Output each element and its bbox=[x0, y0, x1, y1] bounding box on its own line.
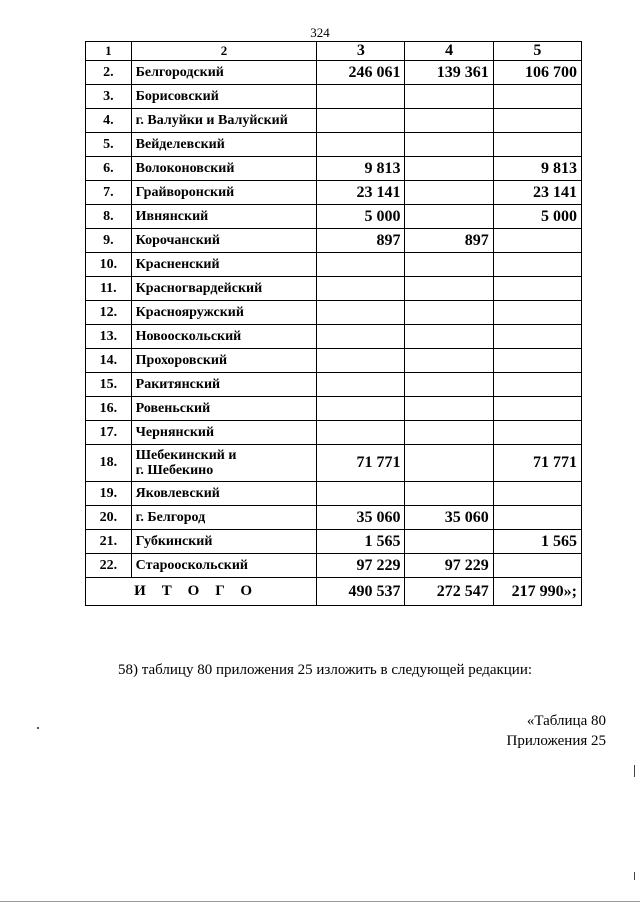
row-number: 7. bbox=[86, 181, 132, 205]
value-col-4 bbox=[405, 445, 493, 482]
value-col-5 bbox=[493, 554, 581, 578]
value-col-3: 23 141 bbox=[317, 181, 405, 205]
district-name: Ровеньский bbox=[131, 397, 317, 421]
row-number: 18. bbox=[86, 445, 132, 482]
row-number: 21. bbox=[86, 530, 132, 554]
header-row bbox=[86, 42, 582, 61]
table-row bbox=[86, 205, 582, 229]
district-name: Яковлевский bbox=[131, 482, 317, 506]
district-name: Вейделевский bbox=[131, 133, 317, 157]
value-col-5 bbox=[493, 482, 581, 506]
district-name: Грайворонский bbox=[131, 181, 317, 205]
table-row bbox=[86, 253, 582, 277]
total-row bbox=[86, 578, 582, 606]
table-row bbox=[86, 554, 582, 578]
value-col-3: 246 061 bbox=[317, 61, 405, 85]
table-row bbox=[86, 373, 582, 397]
row-number: 19. bbox=[86, 482, 132, 506]
value-col-4 bbox=[405, 85, 493, 109]
value-col-4 bbox=[405, 133, 493, 157]
value-col-5 bbox=[493, 421, 581, 445]
value-col-5 bbox=[493, 349, 581, 373]
row-number: 17. bbox=[86, 421, 132, 445]
page-number: 324 bbox=[310, 25, 330, 40]
scan-edge-mark bbox=[634, 765, 635, 777]
budget-table bbox=[85, 41, 582, 606]
table-row bbox=[86, 325, 582, 349]
row-number: 11. bbox=[86, 277, 132, 301]
value-col-5 bbox=[493, 277, 581, 301]
row-number: 3. bbox=[86, 85, 132, 109]
value-col-5 bbox=[493, 109, 581, 133]
row-number: 6. bbox=[86, 157, 132, 181]
value-col-5 bbox=[493, 253, 581, 277]
value-col-5 bbox=[493, 325, 581, 349]
value-col-4 bbox=[405, 325, 493, 349]
value-col-5: 9 813 bbox=[493, 157, 581, 181]
value-col-4 bbox=[405, 157, 493, 181]
table-row bbox=[86, 301, 582, 325]
table-row bbox=[86, 349, 582, 373]
value-col-3: 897 bbox=[317, 229, 405, 253]
scan-edge-mark bbox=[634, 872, 635, 880]
row-number: 5. bbox=[86, 133, 132, 157]
value-col-3 bbox=[317, 482, 405, 506]
value-col-5 bbox=[493, 397, 581, 421]
table-row bbox=[86, 85, 582, 109]
value-col-5: 23 141 bbox=[493, 181, 581, 205]
table-row bbox=[86, 133, 582, 157]
table-row bbox=[86, 109, 582, 133]
value-col-5 bbox=[493, 301, 581, 325]
value-col-5: 5 000 bbox=[493, 205, 581, 229]
value-col-5 bbox=[493, 373, 581, 397]
total-col-4: 272 547 bbox=[405, 578, 493, 606]
district-name: Шебекинский и г. Шебекино bbox=[131, 445, 317, 482]
row-number: 2. bbox=[86, 61, 132, 85]
district-name: Ракитянский bbox=[131, 373, 317, 397]
row-number: 14. bbox=[86, 349, 132, 373]
value-col-4 bbox=[405, 349, 493, 373]
value-col-3: 71 771 bbox=[317, 445, 405, 482]
table-row bbox=[86, 397, 582, 421]
district-name: Новооскольский bbox=[131, 325, 317, 349]
value-col-3 bbox=[317, 253, 405, 277]
district-name: г. Валуйки и Валуйский bbox=[131, 109, 317, 133]
value-col-3 bbox=[317, 133, 405, 157]
value-col-5: 71 771 bbox=[493, 445, 581, 482]
row-number: 12. bbox=[86, 301, 132, 325]
value-col-4 bbox=[405, 397, 493, 421]
table-row bbox=[86, 421, 582, 445]
value-col-3: 9 813 bbox=[317, 157, 405, 181]
value-col-3 bbox=[317, 85, 405, 109]
row-number: 4. bbox=[86, 109, 132, 133]
value-col-4: 139 361 bbox=[405, 61, 493, 85]
table-body bbox=[86, 61, 582, 606]
row-number: 8. bbox=[86, 205, 132, 229]
value-col-3 bbox=[317, 109, 405, 133]
value-col-3 bbox=[317, 301, 405, 325]
value-col-4 bbox=[405, 109, 493, 133]
value-col-3: 5 000 bbox=[317, 205, 405, 229]
table-caption bbox=[507, 711, 607, 751]
value-col-3 bbox=[317, 421, 405, 445]
value-col-3 bbox=[317, 349, 405, 373]
district-name: Чернянский bbox=[131, 421, 317, 445]
value-col-5 bbox=[493, 85, 581, 109]
table-row bbox=[86, 482, 582, 506]
total-label: ИТОГО bbox=[86, 578, 317, 606]
table-row bbox=[86, 277, 582, 301]
value-col-5 bbox=[493, 229, 581, 253]
district-name: Корочанский bbox=[131, 229, 317, 253]
table-row bbox=[86, 229, 582, 253]
value-col-3: 1 565 bbox=[317, 530, 405, 554]
table-row bbox=[86, 181, 582, 205]
table-row bbox=[86, 445, 582, 482]
row-number: 9. bbox=[86, 229, 132, 253]
value-col-5 bbox=[493, 133, 581, 157]
value-col-5: 106 700 bbox=[493, 61, 581, 85]
value-col-4: 97 229 bbox=[405, 554, 493, 578]
scan-speck bbox=[37, 727, 39, 729]
table-row bbox=[86, 157, 582, 181]
row-number: 22. bbox=[86, 554, 132, 578]
district-name: Ивнянский bbox=[131, 205, 317, 229]
district-name: Краснояружский bbox=[131, 301, 317, 325]
value-col-4 bbox=[405, 373, 493, 397]
table-row bbox=[86, 530, 582, 554]
header-col-2: 2 bbox=[131, 42, 317, 61]
value-col-3 bbox=[317, 397, 405, 421]
value-col-5 bbox=[493, 506, 581, 530]
value-col-3 bbox=[317, 373, 405, 397]
value-col-4: 35 060 bbox=[405, 506, 493, 530]
district-name: Волоконовский bbox=[131, 157, 317, 181]
value-col-4 bbox=[405, 482, 493, 506]
district-name: Красногвардейский bbox=[131, 277, 317, 301]
row-number: 13. bbox=[86, 325, 132, 349]
page-bottom-edge bbox=[0, 901, 640, 902]
value-col-5: 1 565 bbox=[493, 530, 581, 554]
amendment-paragraph: 58) таблицу 80 приложения 25 изложить в следующей редакции: bbox=[118, 662, 533, 678]
district-name: Старооскольский bbox=[131, 554, 317, 578]
caption-table-number: «Таблица 80 bbox=[526, 713, 606, 729]
district-name: Губкинский bbox=[131, 530, 317, 554]
district-name: Борисовский bbox=[131, 85, 317, 109]
header-col-4: 4 bbox=[405, 42, 493, 61]
district-name: Белгородский bbox=[131, 61, 317, 85]
value-col-3 bbox=[317, 325, 405, 349]
total-col-3: 490 537 bbox=[317, 578, 405, 606]
district-name: г. Белгород bbox=[131, 506, 317, 530]
value-col-3 bbox=[317, 277, 405, 301]
value-col-4 bbox=[405, 181, 493, 205]
row-number: 20. bbox=[86, 506, 132, 530]
header-col-3: 3 bbox=[317, 42, 405, 61]
value-col-4 bbox=[405, 277, 493, 301]
value-col-3: 35 060 bbox=[317, 506, 405, 530]
district-name: Красненский bbox=[131, 253, 317, 277]
total-col-5: 217 990»; bbox=[493, 578, 581, 606]
row-number: 10. bbox=[86, 253, 132, 277]
header-col-5: 5 bbox=[493, 42, 581, 61]
value-col-4 bbox=[405, 205, 493, 229]
table-row bbox=[86, 61, 582, 85]
value-col-3: 97 229 bbox=[317, 554, 405, 578]
row-number: 15. bbox=[86, 373, 132, 397]
table-row bbox=[86, 506, 582, 530]
value-col-4 bbox=[405, 421, 493, 445]
value-col-4 bbox=[405, 253, 493, 277]
row-number: 16. bbox=[86, 397, 132, 421]
caption-appendix-number: Приложения 25 bbox=[506, 733, 606, 749]
district-name: Прохоровский bbox=[131, 349, 317, 373]
value-col-4 bbox=[405, 301, 493, 325]
value-col-4: 897 bbox=[405, 229, 493, 253]
header-col-1: 1 bbox=[86, 42, 132, 61]
value-col-4 bbox=[405, 530, 493, 554]
